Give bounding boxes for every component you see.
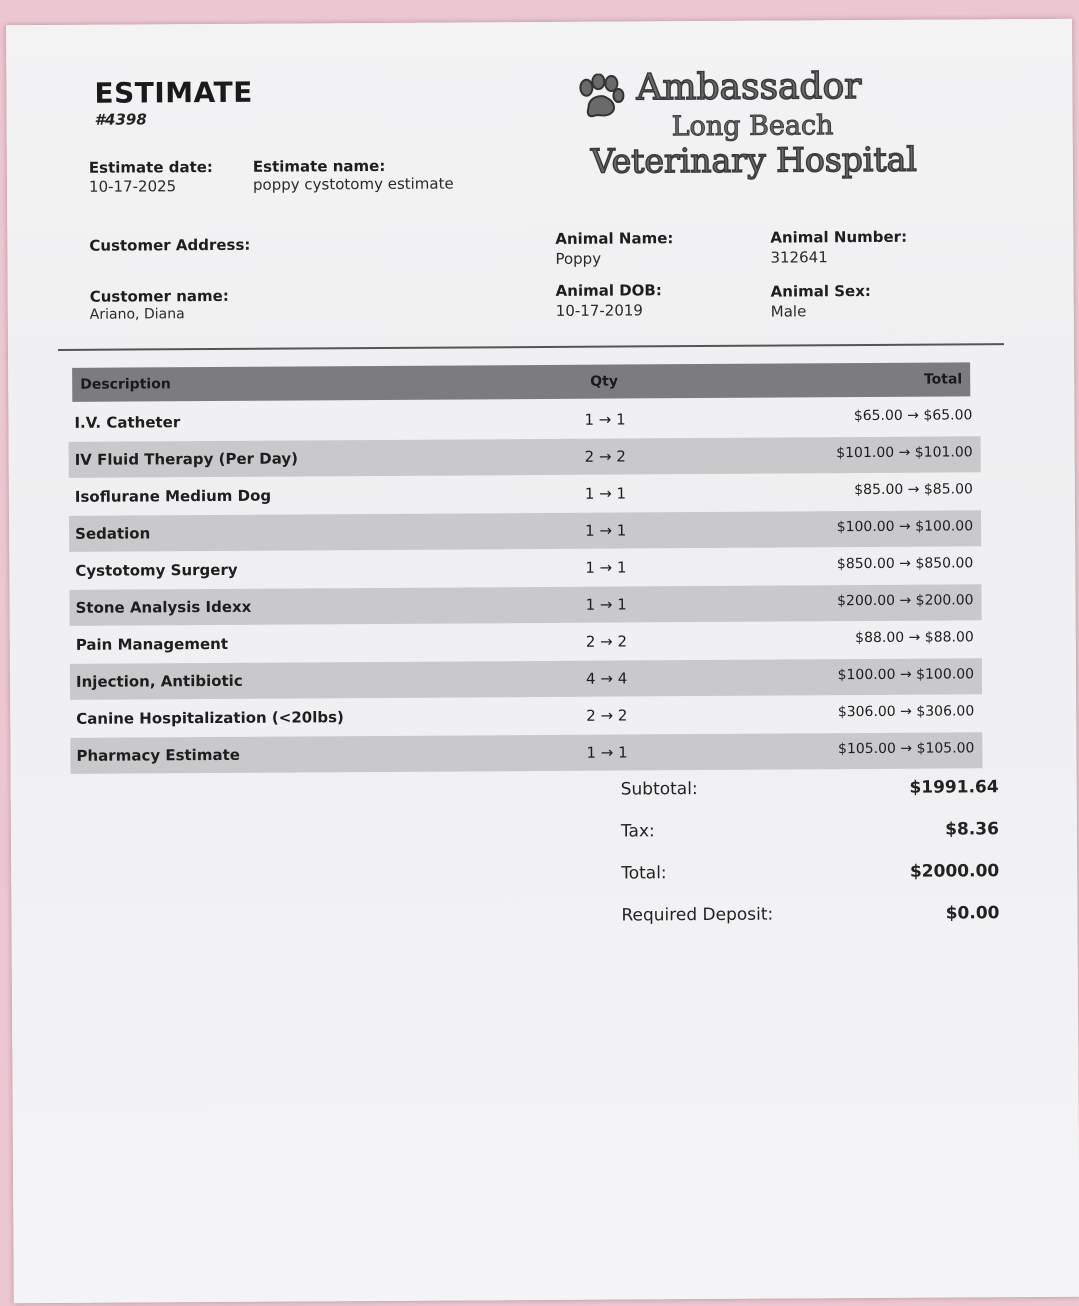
column-qty: Qty xyxy=(590,373,618,390)
tax-value: $8.36 xyxy=(945,819,1000,840)
logo-line-2: Long Beach xyxy=(671,110,834,143)
table-row xyxy=(69,473,981,515)
row-qty: 1 → 1 xyxy=(586,743,628,762)
customer-address-label: Customer Address: xyxy=(89,235,251,255)
subtotal-label: Subtotal: xyxy=(620,779,698,800)
paw-icon xyxy=(576,73,624,119)
animal-number: 312641 xyxy=(770,248,828,267)
logo-line-3: Veterinary Hospital xyxy=(590,139,918,181)
column-description: Description xyxy=(80,376,171,393)
estimate-name-label: Estimate name: xyxy=(252,156,386,176)
row-qty: 1 → 1 xyxy=(585,595,627,614)
animal-number-label: Animal Number: xyxy=(770,227,908,247)
row-description: I.V. Catheter xyxy=(74,413,181,432)
row-total: $850.00 → $850.00 xyxy=(836,555,974,573)
deposit-row xyxy=(621,903,1000,926)
table-header xyxy=(72,362,970,401)
animal-sex: Male xyxy=(770,302,807,321)
subtotal-value: $1991.64 xyxy=(909,777,999,798)
tax-label: Tax: xyxy=(620,821,655,842)
estimate-number: #4398 xyxy=(94,110,147,129)
row-total: $200.00 → $200.00 xyxy=(837,592,974,610)
deposit-label: Required Deposit: xyxy=(621,904,774,926)
row-total: $85.00 → $85.00 xyxy=(854,481,973,499)
animal-dob-label: Animal DOB: xyxy=(555,281,662,300)
total-label: Total: xyxy=(621,863,667,884)
table-row xyxy=(69,584,981,626)
estimate-date-label: Estimate date: xyxy=(88,157,213,177)
animal-name-label: Animal Name: xyxy=(555,229,674,248)
total-row xyxy=(621,861,1000,884)
animal-name: Poppy xyxy=(555,249,602,268)
row-description: Pharmacy Estimate xyxy=(76,745,240,765)
row-description: Stone Analysis Idexx xyxy=(75,597,252,617)
row-qty: 2 → 2 xyxy=(584,447,626,466)
animal-dob: 10-17-2019 xyxy=(555,301,644,320)
table-row xyxy=(69,547,981,589)
row-qty: 1 → 1 xyxy=(584,410,626,429)
customer-name-label: Customer name: xyxy=(89,286,229,306)
row-qty: 1 → 1 xyxy=(584,484,627,503)
tax-row xyxy=(620,819,1000,842)
table-row xyxy=(69,510,981,552)
column-total: Total xyxy=(923,371,963,388)
table-row xyxy=(70,621,982,663)
row-description: Sedation xyxy=(75,524,151,543)
logo-line-1: Ambassador xyxy=(636,66,862,109)
subtotal-row xyxy=(620,777,999,800)
divider xyxy=(58,343,1004,351)
table-row xyxy=(70,658,982,700)
table-row xyxy=(70,732,982,774)
estimate-name: poppy cystotomy estimate xyxy=(252,174,454,194)
table-row xyxy=(70,695,982,737)
row-description: Canine Hospitalization (<20lbs) xyxy=(76,708,344,728)
row-qty: 4 → 4 xyxy=(585,669,628,688)
row-description: Pain Management xyxy=(75,634,229,654)
row-description: IV Fluid Therapy (Per Day) xyxy=(74,449,299,469)
row-qty: 2 → 2 xyxy=(586,706,628,725)
document-title: ESTIMATE xyxy=(94,75,253,110)
total-value: $2000.00 xyxy=(909,861,1000,882)
deposit-value: $0.00 xyxy=(945,903,1000,924)
row-total: $306.00 → $306.00 xyxy=(837,703,975,721)
estimate-date: 10-17-2025 xyxy=(88,177,177,196)
table-row xyxy=(69,436,981,478)
row-total: $105.00 → $105.00 xyxy=(837,740,975,758)
customer-name: Ariano, Diana xyxy=(89,306,185,323)
estimate-document xyxy=(6,19,1079,1303)
row-total: $100.00 → $100.00 xyxy=(836,518,974,536)
row-total: $88.00 → $88.00 xyxy=(855,629,974,647)
row-total: $100.00 → $100.00 xyxy=(837,666,975,684)
row-total: $65.00 → $65.00 xyxy=(853,407,973,425)
row-description: Isoflurane Medium Dog xyxy=(74,486,272,506)
row-description: Cystotomy Surgery xyxy=(75,560,238,580)
row-qty: 1 → 1 xyxy=(585,558,627,577)
row-total: $101.00 → $101.00 xyxy=(836,444,973,462)
row-description: Injection, Antibiotic xyxy=(75,671,243,691)
hospital-logo xyxy=(576,65,977,187)
row-qty: 1 → 1 xyxy=(585,521,627,540)
animal-sex-label: Animal Sex: xyxy=(770,281,871,301)
table-row xyxy=(68,399,980,441)
row-qty: 2 → 2 xyxy=(585,632,628,651)
